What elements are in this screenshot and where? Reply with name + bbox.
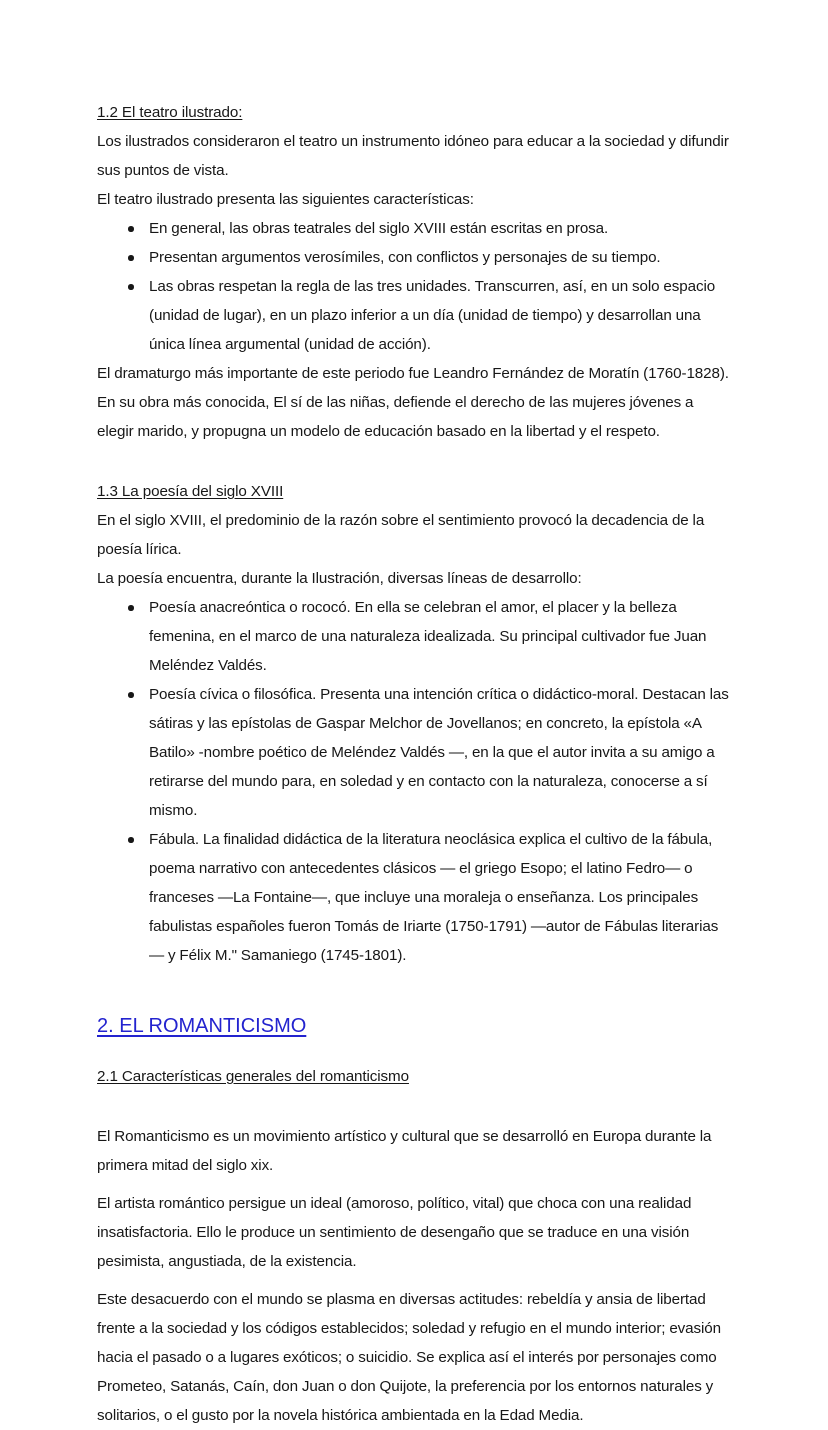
spacer xyxy=(97,1091,731,1122)
heading-2-1-text: 2.1 Características generales del romanticismo xyxy=(97,1068,409,1085)
bullet-dot-icon xyxy=(128,226,134,232)
heading-1-2-text: 1.2 El teatro ilustrado: xyxy=(97,104,243,121)
list-item xyxy=(97,825,731,970)
romanticismo-paragraph-1: El Romanticismo es un movimiento artístico y cultural que se desarrolló en Europa durante la primera mitad del siglo xix. xyxy=(97,1128,712,1174)
teatro-paragraph-1: Los ilustrados consideraron el teatro un instrumento idóneo para educar a la sociedad y difundir sus puntos de vista. xyxy=(97,133,729,179)
spacer xyxy=(97,1180,731,1189)
list-item-text: Fábula. La finalidad didáctica de la literatura neoclásica explica el cultivo de la fábula, poema narrativo con antecedentes clásicos — el griego Esopo; el latino Fedro— o franceses —La Fontaine—, que incluye una moraleja o enseñanza. Los principales fabulistas españoles fueron Tomás de Iriarte (1750-1791) —autor de Fábulas literarias — y Félix M." Samaniego (1745-1801). xyxy=(149,831,719,964)
document-body xyxy=(97,98,731,1430)
teatro-paragraph-2: El teatro ilustrado presenta las siguientes características: xyxy=(97,191,474,208)
bullet-dot-icon xyxy=(128,692,134,698)
list-item-text: Poesía cívica o filosófica. Presenta una intención crítica o didáctico-moral. Destacan las sátiras y las epístolas de Gaspar Melchor de Jovellanos; en concreto, la epístola «A Batilo» -nombre poético de Meléndez Valdés —, en la que el autor invita a su amigo a retirarse del mundo para, en soledad y en contacto con la naturaleza, conocerse a sí mismo. xyxy=(149,686,729,819)
teatro-bullet-list xyxy=(97,214,731,359)
list-item-text: Poesía anacreóntica o rococó. En ella se celebran el amor, el placer y la belleza femenina, en el marco de una naturaleza idealizada. Su principal cultivador fue Juan Meléndez Valdés. xyxy=(149,599,707,674)
list-item xyxy=(97,593,731,680)
heading-2-text: 2. EL ROMANTICISMO xyxy=(97,1015,307,1037)
poesia-paragraph-2: La poesía encuentra, durante la Ilustración, diversas líneas de desarrollo: xyxy=(97,570,582,587)
list-item xyxy=(97,214,731,243)
romanticismo-paragraph-2: El artista romántico persigue un ideal (amoroso, político, vital) que choca con una realidad insatisfactoria. Ello le produce un sentimiento de desengaño que se traduce en una visión pesimista, angustiada, de la existencia. xyxy=(97,1195,692,1270)
heading-2-1 xyxy=(97,1062,731,1091)
poesia-paragraph-1: En el siglo XVIII, el predominio de la razón sobre el sentimiento provocó la decadencia de la poesía lírica. xyxy=(97,512,705,558)
list-item-text: Las obras respetan la regla de las tres unidades. Transcurren, así, en un solo espacio (unidad de lugar), en un plazo inferior a un día (unidad de tiempo) y desarrollan una única línea argumental (unidad de acción). xyxy=(149,278,716,353)
list-item xyxy=(97,680,731,825)
heading-1-2 xyxy=(97,98,731,127)
spacer xyxy=(97,446,731,477)
teatro-closing-paragraph: El dramaturgo más importante de este periodo fue Leandro Fernández de Moratín (1760-1828). En su obra más conocida, El sí de las niñas, defiende el derecho de las mujeres jóvenes a elegir marido, y propugna un modelo de educación basado en la libertad y el respeto. xyxy=(97,365,729,440)
bullet-dot-icon xyxy=(128,605,134,611)
list-item xyxy=(97,272,731,359)
spacer xyxy=(97,970,731,1011)
heading-2 xyxy=(97,1011,731,1041)
bullet-dot-icon xyxy=(128,284,134,290)
list-item xyxy=(97,243,731,272)
spacer xyxy=(97,1041,731,1062)
bullet-dot-icon xyxy=(128,255,134,261)
heading-1-3-text: 1.3 La poesía del siglo XVIII xyxy=(97,483,284,500)
poesia-bullet-list xyxy=(97,593,731,970)
list-item-text: En general, las obras teatrales del siglo XVIII están escritas en prosa. xyxy=(149,220,609,237)
bullet-dot-icon xyxy=(128,837,134,843)
heading-1-3 xyxy=(97,477,731,506)
romanticismo-paragraph-3: Este desacuerdo con el mundo se plasma en diversas actitudes: rebeldía y ansia de libertad frente a la sociedad y los códigos establecidos; soledad y refugio en el mundo interior; evasión hacia el pasado o a lugares exóticos; o suicidio. Se explica así el interés por personajes como Prometeo, Satanás, Caín, don Juan o don Quijote, la preferencia por los entornos naturales y solitarios, o el gusto por la novela histórica ambientada en la Edad Media. xyxy=(97,1291,721,1424)
list-item-text: Presentan argumentos verosímiles, con conflictos y personajes de su tiempo. xyxy=(149,249,661,266)
spacer xyxy=(97,1276,731,1285)
